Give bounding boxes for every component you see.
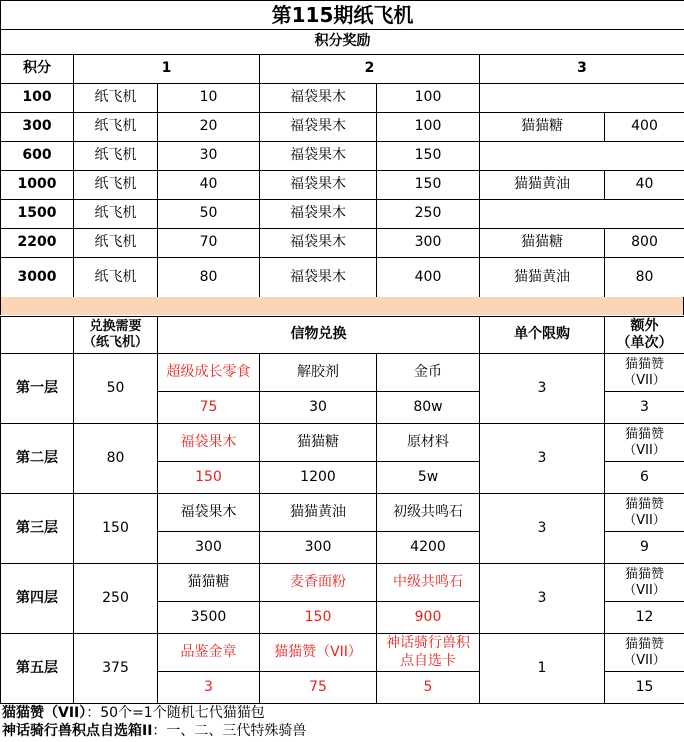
exchange-item-qty: 5: [377, 672, 480, 704]
points-row: [1, 200, 684, 229]
exchange-item-qty: 3500: [158, 602, 260, 634]
reward-c-item: 猫猫黄油: [480, 171, 605, 200]
exchange-item-name: 中级共鸣石: [377, 564, 480, 602]
tier-name: 第四层: [1, 564, 74, 634]
group-header-2: 2: [260, 55, 480, 84]
reward-b-qty: 150: [377, 171, 480, 200]
tier-item-row: [1, 424, 684, 462]
reward-b-qty: 100: [377, 84, 480, 113]
reward-b-item: 福袋果木: [260, 171, 377, 200]
reward-b-qty: 150: [377, 142, 480, 171]
footnote-2-text: ：一、二、三代特殊骑兽: [152, 723, 307, 739]
reward-c-item: 猫猫黄油: [480, 258, 605, 298]
exchange-item-qty: 3: [158, 672, 260, 704]
reward-a-item: 纸飞机: [74, 200, 158, 229]
reward-b-item: 福袋果木: [260, 142, 377, 171]
reward-a-item: 纸飞机: [74, 229, 158, 258]
footnote-1-label: 猫猫赞（VII）: [2, 705, 87, 721]
exchange-corner-cell: [1, 317, 74, 354]
reward-c-empty: [480, 200, 684, 229]
exchange-item-name: 超级成长零食: [158, 354, 260, 392]
reward-c-item: 猫猫糖: [480, 113, 605, 142]
tier-item-row: [1, 634, 684, 672]
reward-a-item: 纸飞机: [74, 84, 158, 113]
exchange-item-name: 猫猫糖: [158, 564, 260, 602]
reward-c-qty: 800: [605, 229, 684, 258]
exchange-item-name: 猫猫黄油: [260, 494, 377, 532]
exchange-item-qty: 1200: [260, 462, 377, 494]
points-value: 3000: [1, 258, 74, 298]
extra-qty: 3: [605, 392, 684, 424]
extra-item: 猫猫赞 （VII）: [605, 494, 684, 532]
reward-b-qty: 250: [377, 200, 480, 229]
reward-c-empty: [480, 142, 684, 171]
tier-name: 第一层: [1, 354, 74, 424]
exchange-item-name: 福袋果木: [158, 424, 260, 462]
points-value: 300: [1, 113, 74, 142]
footnote-1: [2, 704, 682, 722]
exchange-item-qty: 900: [377, 602, 480, 634]
tier-need: 150: [74, 494, 158, 564]
reward-c-qty: 40: [605, 171, 684, 200]
extra-item: 猫猫赞 （VII）: [605, 634, 684, 672]
points-row: [1, 84, 684, 113]
extra-qty: 12: [605, 602, 684, 634]
points-value: 1000: [1, 171, 74, 200]
tier-need: 80: [74, 424, 158, 494]
exchange-item-qty: 30: [260, 392, 377, 424]
exchange-item-name: 初级共鸣石: [377, 494, 480, 532]
reward-c-qty: 400: [605, 113, 684, 142]
points-reward-subtitle: 积分奖励: [1, 30, 684, 55]
tier-limit: 3: [480, 424, 605, 494]
reward-b-qty: 100: [377, 113, 480, 142]
reward-b-item: 福袋果木: [260, 84, 377, 113]
points-value: 100: [1, 84, 74, 113]
tier-item-row: [1, 564, 684, 602]
page-title: 第115期纸飞机: [1, 1, 684, 30]
footnotes: [2, 704, 682, 740]
reward-a-qty: 40: [158, 171, 260, 200]
exchange-item-name: 麦香面粉: [260, 564, 377, 602]
reward-b-item: 福袋果木: [260, 258, 377, 298]
reward-a-item: 纸飞机: [74, 171, 158, 200]
reward-a-item: 纸飞机: [74, 113, 158, 142]
points-row: [1, 171, 684, 200]
footnote-2-label: 神话骑行兽积点自选箱II: [2, 723, 153, 739]
reward-a-qty: 30: [158, 142, 260, 171]
reward-a-item: 纸飞机: [74, 142, 158, 171]
tier-item-row: [1, 354, 684, 392]
exchange-item-name: 猫猫赞（VII）: [260, 634, 377, 672]
extra-item: 猫猫赞 （VII）: [605, 564, 684, 602]
extra-column-header: 额外 （单次）: [605, 317, 684, 354]
tier-limit: 3: [480, 494, 605, 564]
exchange-item-name: 解胶剂: [260, 354, 377, 392]
exchange-item-qty: 300: [158, 532, 260, 564]
exchange-item-qty: 150: [260, 602, 377, 634]
exchange-item-qty: 75: [158, 392, 260, 424]
points-value: 600: [1, 142, 74, 171]
exchange-item-qty: 150: [158, 462, 260, 494]
tier-need: 375: [74, 634, 158, 704]
need-column-header: 兑换需要 （纸飞机）: [74, 317, 158, 354]
points-row: [1, 142, 684, 171]
points-reward-table: [0, 0, 684, 298]
exchange-item-qty: 4200: [377, 532, 480, 564]
points-row: [1, 229, 684, 258]
extra-item: 猫猫赞 （VII）: [605, 354, 684, 392]
points-value: 2200: [1, 229, 74, 258]
reward-c-item: 猫猫糖: [480, 229, 605, 258]
exchange-item-name: 猫猫糖: [260, 424, 377, 462]
reward-a-qty: 80: [158, 258, 260, 298]
group-header-3: 3: [480, 55, 684, 84]
tier-limit: 1: [480, 634, 605, 704]
tier-need: 50: [74, 354, 158, 424]
points-row: [1, 113, 684, 142]
reward-a-item: 纸飞机: [74, 258, 158, 298]
tier-item-row: [1, 494, 684, 532]
exchange-item-qty: 300: [260, 532, 377, 564]
group-header-1: 1: [74, 55, 260, 84]
reward-a-qty: 20: [158, 113, 260, 142]
reward-b-item: 福袋果木: [260, 200, 377, 229]
reward-b-qty: 300: [377, 229, 480, 258]
points-column-header: 积分: [1, 55, 74, 84]
tier-limit: 3: [480, 354, 605, 424]
extra-qty: 15: [605, 672, 684, 704]
tier-name: 第五层: [1, 634, 74, 704]
section-separator: [0, 297, 684, 315]
footnote-2: [2, 722, 682, 740]
exchange-item-qty: 80w: [377, 392, 480, 424]
extra-qty: 6: [605, 462, 684, 494]
reward-a-qty: 10: [158, 84, 260, 113]
tier-need: 250: [74, 564, 158, 634]
reward-c-empty: [480, 84, 684, 113]
exchange-table: [0, 316, 684, 704]
reward-c-qty: 80: [605, 258, 684, 298]
exchange-item-name: 神话骑行兽积点自选卡: [377, 634, 480, 672]
footnote-1-text: ：50个=1个随机七代猫猫包: [86, 705, 265, 721]
exchange-item-qty: 75: [260, 672, 377, 704]
exchange-item-name: 品鉴金章: [158, 634, 260, 672]
reward-a-qty: 70: [158, 229, 260, 258]
reward-b-item: 福袋果木: [260, 229, 377, 258]
points-value: 1500: [1, 200, 74, 229]
limit-column-header: 单个限购: [480, 317, 605, 354]
reward-a-qty: 50: [158, 200, 260, 229]
points-row: [1, 258, 684, 298]
extra-item: 猫猫赞 （VII）: [605, 424, 684, 462]
tier-name: 第二层: [1, 424, 74, 494]
exchange-column-header: 信物兑换: [158, 317, 480, 354]
tier-limit: 3: [480, 564, 605, 634]
exchange-item-qty: 5w: [377, 462, 480, 494]
exchange-item-name: 福袋果木: [158, 494, 260, 532]
reward-b-qty: 400: [377, 258, 480, 298]
exchange-item-name: 原材料: [377, 424, 480, 462]
tier-name: 第三层: [1, 494, 74, 564]
extra-qty: 9: [605, 532, 684, 564]
exchange-item-name: 金币: [377, 354, 480, 392]
reward-b-item: 福袋果木: [260, 113, 377, 142]
